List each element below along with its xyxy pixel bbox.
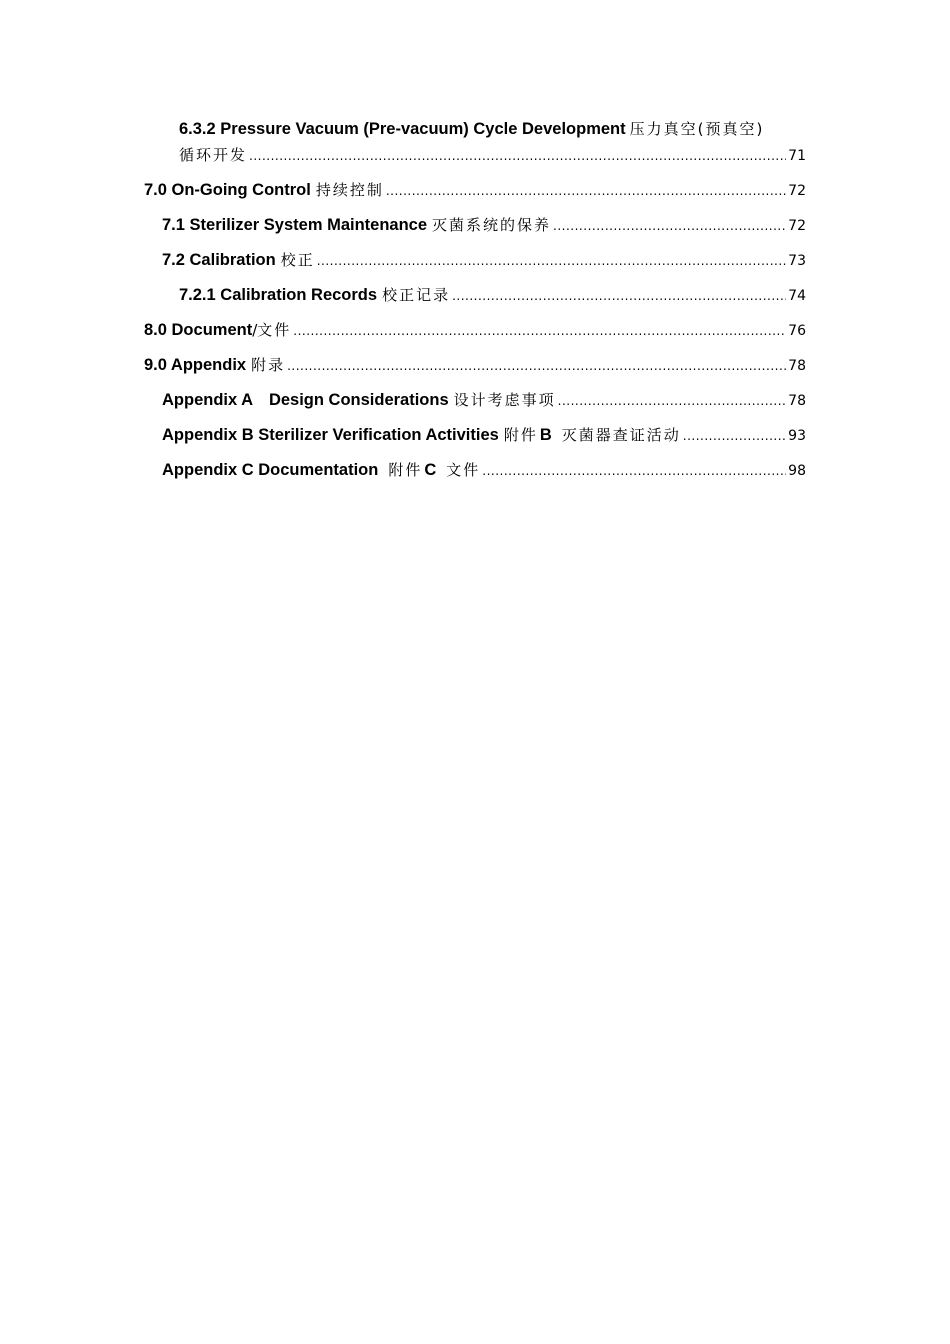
toc-leader-dots	[249, 145, 786, 167]
toc-entry-7-0-page: 72	[788, 183, 806, 199]
toc-entry-7-2-chinese-title: 校正	[280, 251, 315, 269]
toc-leader-dots	[683, 425, 786, 447]
toc-entry-8-0-page: 76	[788, 323, 806, 339]
toc-entry-appendix-b-letter: B	[539, 426, 552, 444]
toc-entry-8-0-separator: /	[252, 321, 258, 339]
toc-entry-6-3-2-chinese-title-cont: 循环开发	[179, 146, 248, 164]
toc-entry-appendix-c-page: 98	[788, 463, 806, 479]
toc-entry-6-3-2-chinese-title: 压力真空(预真空)	[629, 120, 765, 138]
toc-entry-6-3-2-second-line[interactable]	[179, 144, 806, 166]
toc-entry-8-0-chinese-title: 文件	[257, 321, 292, 339]
toc-entry-appendix-c-title: Appendix C Documentation	[162, 461, 379, 479]
toc-entry-7-1-chinese-title: 灭菌系统的保养	[432, 216, 552, 234]
toc-entry-6-3-2-first-line[interactable]	[179, 117, 764, 141]
toc-entry-6-3-2-page: 71	[788, 148, 806, 164]
toc-entry-appendix-a[interactable]	[162, 389, 806, 411]
toc-leader-dots	[386, 180, 786, 202]
toc-entry-9-0-chinese-title: 附录	[251, 356, 286, 374]
toc-leader-dots	[293, 320, 786, 342]
toc-entry-appendix-c-prefix: 附件	[388, 461, 423, 479]
toc-leader-dots	[558, 390, 787, 412]
toc-entry-7-2-1[interactable]	[179, 284, 806, 306]
toc-entry-7-2-1-title: 7.2.1 Calibration Records	[179, 286, 378, 304]
toc-entry-appendix-b-title: Appendix B Sterilizer Verification Activities	[162, 426, 499, 444]
toc-entry-7-2-page: 73	[788, 253, 806, 269]
toc-entry-7-0-chinese-title: 持续控制	[315, 181, 384, 199]
toc-entry-8-0[interactable]	[144, 319, 806, 341]
toc-entry-appendix-a-page: 78	[788, 393, 806, 409]
toc-leader-dots	[452, 285, 786, 307]
toc-entry-7-0[interactable]	[144, 179, 806, 201]
toc-entry-7-2[interactable]	[162, 249, 806, 271]
toc-leader-dots	[317, 250, 786, 272]
toc-entry-appendix-b-page: 93	[788, 428, 806, 444]
toc-entry-7-2-1-page: 74	[788, 288, 806, 304]
toc-entry-appendix-c-chinese-title: 文件	[446, 461, 481, 479]
toc-entry-8-0-title: 8.0 Document	[144, 321, 253, 339]
toc-leader-dots	[553, 215, 786, 237]
toc-entry-9-0[interactable]	[144, 354, 806, 376]
toc-entry-7-1-page: 72	[788, 218, 806, 234]
toc-leader-dots	[482, 460, 786, 482]
toc-entry-appendix-a-chinese-title: 设计考虑事项	[453, 391, 556, 409]
toc-entry-appendix-b[interactable]	[162, 424, 806, 446]
toc-entry-7-0-title: 7.0 On-Going Control	[144, 181, 311, 199]
toc-entry-appendix-a-title: Appendix A Design Considerations	[162, 391, 449, 409]
toc-entry-9-0-title: 9.0 Appendix	[144, 356, 247, 374]
toc-entry-6-3-2-title: 6.3.2 Pressure Vacuum (Pre-vacuum) Cycle Development	[179, 120, 626, 138]
toc-entry-9-0-page: 78	[788, 358, 806, 374]
toc-entry-7-2-title: 7.2 Calibration	[162, 251, 276, 269]
toc-entry-appendix-b-prefix: 附件	[503, 426, 538, 444]
toc-entry-appendix-c-letter: C	[424, 461, 437, 479]
toc-entry-appendix-b-chinese-title: 灭菌器查证活动	[561, 426, 681, 444]
toc-entry-7-1[interactable]	[162, 214, 806, 236]
toc-entry-appendix-c[interactable]	[162, 459, 806, 481]
toc-entry-7-1-title: 7.1 Sterilizer System Maintenance	[162, 216, 428, 234]
toc-entry-7-2-1-chinese-title: 校正记录	[382, 286, 451, 304]
toc-leader-dots	[287, 355, 786, 377]
